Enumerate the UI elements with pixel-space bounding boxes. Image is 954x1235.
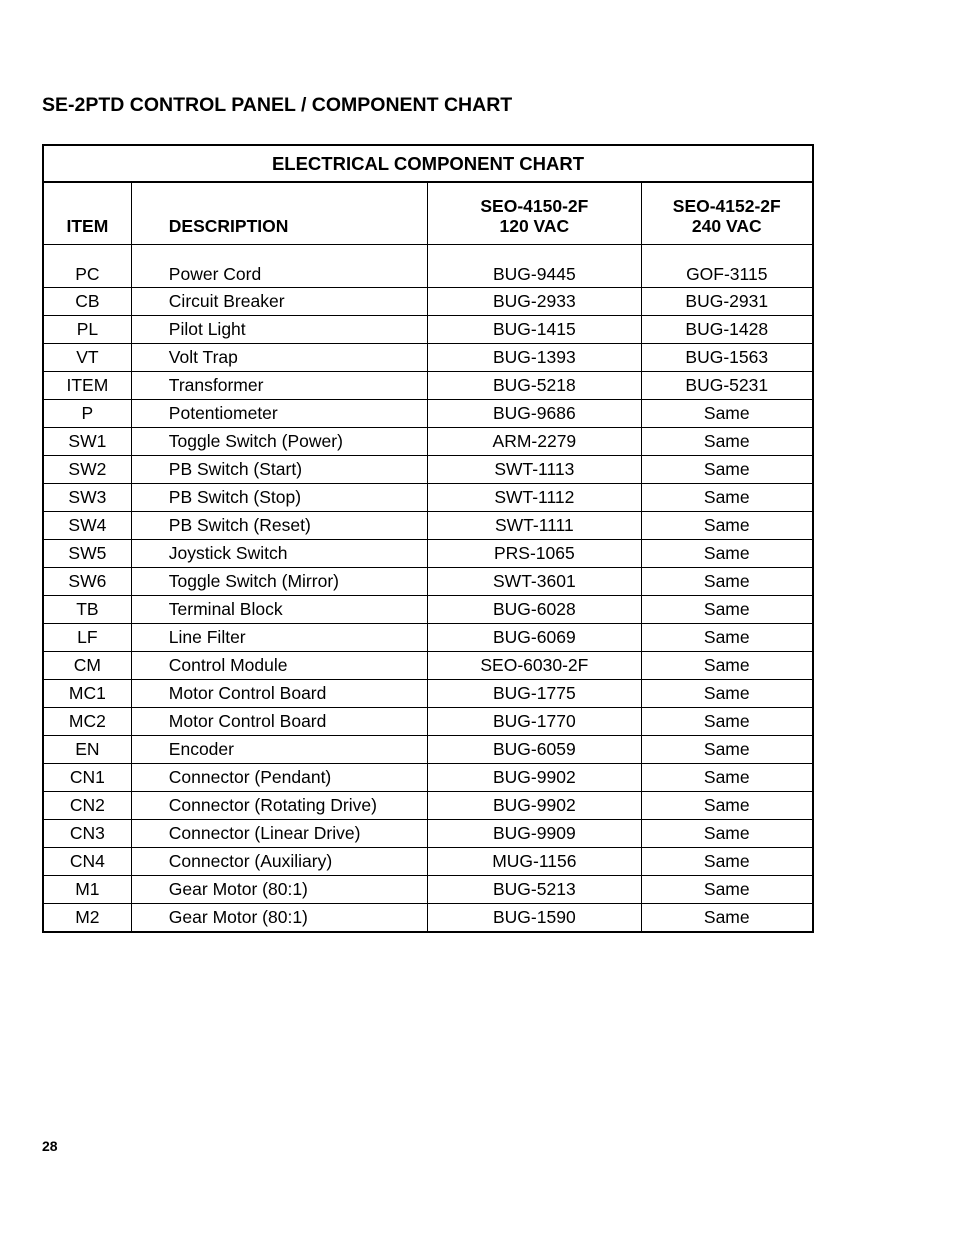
header-model-b-number: SEO-4152-2F (672, 196, 781, 216)
cell-item: M2 (43, 904, 131, 933)
cell-description: PB Switch (Start) (131, 456, 427, 484)
header-model-a (428, 182, 641, 245)
page-title: SE-2PTD CONTROL PANEL / COMPONENT CHART (42, 94, 513, 116)
table-row (43, 624, 813, 652)
cell-item: CN3 (43, 820, 131, 848)
cell-part-240vac: Same (641, 736, 813, 764)
cell-part-120vac: SWT-3601 (428, 568, 641, 596)
table-row (43, 652, 813, 680)
cell-part-120vac: SEO-6030-2F (428, 652, 641, 680)
cell-item: CB (43, 288, 131, 316)
table-row (43, 792, 813, 820)
header-model-b-voltage: 240 VAC (691, 216, 762, 236)
table-title: ELECTRICAL COMPONENT CHART (43, 145, 813, 182)
cell-part-120vac: BUG-1415 (428, 316, 641, 344)
cell-description: Pilot Light (131, 316, 427, 344)
cell-part-240vac: Same (641, 680, 813, 708)
cell-item: PL (43, 316, 131, 344)
cell-part-120vac: SWT-1111 (428, 512, 641, 540)
cell-part-120vac: BUG-9902 (428, 764, 641, 792)
table-row (43, 344, 813, 372)
cell-part-240vac: Same (641, 904, 813, 933)
table-row (43, 876, 813, 904)
cell-part-240vac: Same (641, 540, 813, 568)
table-row (43, 708, 813, 736)
cell-part-240vac: Same (641, 848, 813, 876)
cell-description: Connector (Auxiliary) (131, 848, 427, 876)
table-row (43, 456, 813, 484)
cell-part-120vac: BUG-5213 (428, 876, 641, 904)
cell-part-120vac: BUG-1770 (428, 708, 641, 736)
cell-part-240vac: Same (641, 764, 813, 792)
header-description: DESCRIPTION (131, 182, 427, 245)
cell-item: MC2 (43, 708, 131, 736)
cell-part-240vac: Same (641, 568, 813, 596)
cell-description: Gear Motor (80:1) (131, 904, 427, 933)
cell-part-120vac: BUG-1393 (428, 344, 641, 372)
cell-part-120vac: BUG-9909 (428, 820, 641, 848)
electrical-component-table (42, 144, 814, 933)
table-row (43, 568, 813, 596)
cell-part-240vac: Same (641, 820, 813, 848)
cell-description: Line Filter (131, 624, 427, 652)
cell-part-240vac: Same (641, 400, 813, 428)
cell-item: CM (43, 652, 131, 680)
cell-part-120vac: BUG-9686 (428, 400, 641, 428)
table-row (43, 764, 813, 792)
cell-part-120vac: BUG-1590 (428, 904, 641, 933)
cell-part-240vac: GOF-3115 (641, 245, 813, 288)
cell-item: MC1 (43, 680, 131, 708)
cell-description: Transformer (131, 372, 427, 400)
cell-part-240vac: BUG-5231 (641, 372, 813, 400)
cell-part-120vac: BUG-1775 (428, 680, 641, 708)
cell-description: Motor Control Board (131, 680, 427, 708)
table-row (43, 316, 813, 344)
cell-item: PC (43, 245, 131, 288)
table-row (43, 680, 813, 708)
table-row (43, 736, 813, 764)
table-row (43, 596, 813, 624)
cell-part-240vac: Same (641, 624, 813, 652)
cell-description: Control Module (131, 652, 427, 680)
header-model-a-voltage: 120 VAC (499, 216, 570, 236)
cell-part-240vac: BUG-2931 (641, 288, 813, 316)
cell-part-240vac: BUG-1428 (641, 316, 813, 344)
cell-item: M1 (43, 876, 131, 904)
table-row (43, 820, 813, 848)
cell-description: PB Switch (Reset) (131, 512, 427, 540)
cell-description: Toggle Switch (Mirror) (131, 568, 427, 596)
table-title-row (43, 145, 813, 182)
table-row (43, 288, 813, 316)
header-model-a-number: SEO-4150-2F (480, 196, 589, 216)
cell-item: SW3 (43, 484, 131, 512)
cell-description: Power Cord (131, 245, 427, 288)
cell-part-120vac: BUG-6069 (428, 624, 641, 652)
cell-part-240vac: Same (641, 596, 813, 624)
cell-item: SW6 (43, 568, 131, 596)
cell-part-120vac: ARM-2279 (428, 428, 641, 456)
cell-item: SW2 (43, 456, 131, 484)
cell-part-240vac: Same (641, 792, 813, 820)
table-row (43, 484, 813, 512)
cell-item: P (43, 400, 131, 428)
cell-description: Circuit Breaker (131, 288, 427, 316)
cell-part-240vac: Same (641, 456, 813, 484)
cell-part-240vac: Same (641, 708, 813, 736)
table-row (43, 245, 813, 288)
cell-part-120vac: SWT-1113 (428, 456, 641, 484)
cell-item: VT (43, 344, 131, 372)
cell-part-120vac: BUG-6028 (428, 596, 641, 624)
cell-description: PB Switch (Stop) (131, 484, 427, 512)
cell-description: Terminal Block (131, 596, 427, 624)
cell-item: SW4 (43, 512, 131, 540)
cell-part-240vac: BUG-1563 (641, 344, 813, 372)
table-row (43, 512, 813, 540)
table-header-row (43, 182, 813, 245)
cell-part-120vac: SWT-1112 (428, 484, 641, 512)
cell-description: Volt Trap (131, 344, 427, 372)
cell-part-120vac: PRS-1065 (428, 540, 641, 568)
header-model-b (641, 182, 813, 245)
cell-description: Gear Motor (80:1) (131, 876, 427, 904)
cell-description: Joystick Switch (131, 540, 427, 568)
cell-description: Potentiometer (131, 400, 427, 428)
cell-part-120vac: BUG-5218 (428, 372, 641, 400)
cell-description: Connector (Linear Drive) (131, 820, 427, 848)
table-row (43, 400, 813, 428)
table-row (43, 904, 813, 933)
cell-part-240vac: Same (641, 652, 813, 680)
cell-item: EN (43, 736, 131, 764)
cell-part-240vac: Same (641, 512, 813, 540)
table-row (43, 540, 813, 568)
cell-description: Connector (Rotating Drive) (131, 792, 427, 820)
table-row (43, 848, 813, 876)
cell-item: ITEM (43, 372, 131, 400)
cell-item: SW5 (43, 540, 131, 568)
cell-part-120vac: BUG-9445 (428, 245, 641, 288)
page-number: 28 (42, 1138, 58, 1154)
table-row (43, 372, 813, 400)
cell-item: CN1 (43, 764, 131, 792)
header-item: ITEM (43, 182, 131, 245)
cell-part-120vac: BUG-9902 (428, 792, 641, 820)
cell-description: Motor Control Board (131, 708, 427, 736)
cell-item: TB (43, 596, 131, 624)
cell-item: CN2 (43, 792, 131, 820)
cell-part-240vac: Same (641, 876, 813, 904)
table-row (43, 428, 813, 456)
cell-part-240vac: Same (641, 428, 813, 456)
cell-description: Connector (Pendant) (131, 764, 427, 792)
cell-item: CN4 (43, 848, 131, 876)
cell-part-120vac: MUG-1156 (428, 848, 641, 876)
cell-item: SW1 (43, 428, 131, 456)
cell-description: Encoder (131, 736, 427, 764)
cell-part-120vac: BUG-6059 (428, 736, 641, 764)
cell-part-240vac: Same (641, 484, 813, 512)
cell-description: Toggle Switch (Power) (131, 428, 427, 456)
cell-part-120vac: BUG-2933 (428, 288, 641, 316)
cell-item: LF (43, 624, 131, 652)
